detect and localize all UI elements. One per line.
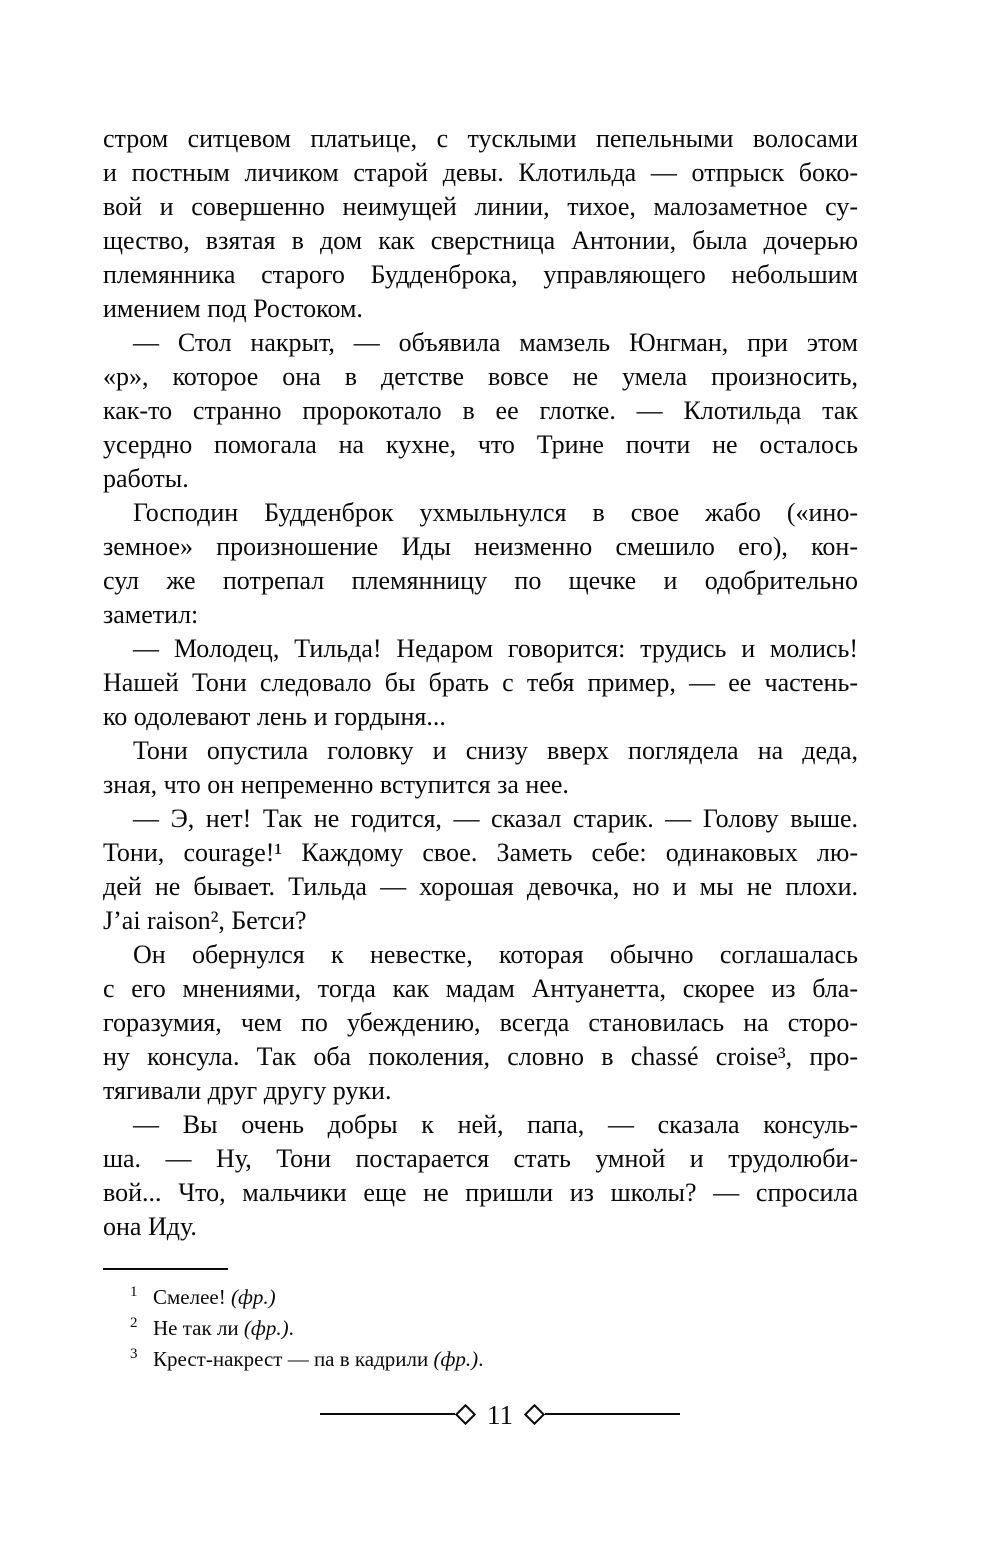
text-line: она Иду.: [103, 1212, 197, 1241]
footnote: [103, 1282, 858, 1313]
paragraph: [103, 802, 858, 938]
text-line: с его мнениями, тогда как мадам Антуанетта, скорее из бла-: [103, 974, 858, 1003]
text-line: сул же потрепал племянницу по щечке и одобрительно: [103, 566, 858, 595]
footnote-language-label: (фр.): [243, 1316, 289, 1340]
text-line: — Молодец, Тильда! Недаром говорится: трудись и молись!: [133, 634, 858, 663]
text-line: вой и совершенно неимущей линии, тихое, малозаметное су-: [103, 192, 858, 221]
text-line: заметил:: [103, 600, 199, 629]
footnote-text-end: .: [478, 1347, 484, 1371]
paragraph: [103, 1108, 858, 1244]
footnotes-section: [103, 1268, 858, 1375]
paragraph: [103, 496, 858, 632]
text-line: усердно помогала на кухне, что Трине почти не осталось: [103, 430, 858, 459]
footnote: [103, 1344, 858, 1375]
text-line: ко одолевают лень и гордыня...: [103, 702, 446, 731]
text-line: — Стол накрыт, — объявила мамзель Юнгман, при этом: [133, 328, 858, 357]
text-line: и постным личиком старой девы. Клотильда — отпрыск боко-: [103, 158, 858, 187]
footnote-marker: 2: [130, 1315, 138, 1331]
text-line: дей не бывает. Тильда — хорошая девочка, но и мы не плохи.: [103, 872, 858, 901]
footer-left-rule: [320, 1413, 455, 1415]
page-number: 11: [487, 1399, 513, 1430]
text-line: как-то странно пророкотало в ее глотке. — Клотильда так: [103, 396, 858, 425]
body-text: [103, 122, 858, 1244]
text-line: ну консула. Так оба поколения, словно в chassé croise³, про-: [103, 1042, 858, 1071]
footnote-text: Смелее!: [153, 1285, 231, 1309]
footnote-marker: 1: [130, 1284, 138, 1300]
text-line: «р», которое она в детстве вовсе не умела произносить,: [103, 362, 858, 391]
text-line: вой... Что, мальчики еще не пришли из школы? — спросила: [103, 1178, 858, 1207]
footnote-list: [103, 1282, 858, 1375]
text-line: — Э, нет! Так не годится, — сказал старик. — Голову выше.: [133, 804, 858, 833]
paragraph: [103, 326, 858, 496]
text-line: ша. — Ну, Тони постарается стать умной и трудолюби-: [103, 1144, 858, 1173]
text-line: горазумия, чем по убеждению, всегда становилась на сторо-: [103, 1008, 858, 1037]
text-line: имением под Ростоком.: [103, 294, 363, 323]
text-line: Тони, courage!¹ Каждому свое. Заметь себе: одинаковых лю-: [103, 838, 858, 867]
footnote-text-end: .: [288, 1316, 294, 1340]
footer-right-rule: [545, 1413, 680, 1415]
text-line: J’ai raison², Бетси?: [103, 906, 307, 935]
text-line: Господин Будденброк ухмыльнулся в свое жабо («ино-: [133, 498, 858, 527]
paragraph: [103, 122, 858, 326]
footnote-language-label: (фр.): [230, 1285, 276, 1309]
paragraph: [103, 734, 858, 802]
text-line: племянника старого Будденброка, управляющего небольшим: [103, 260, 858, 289]
text-line: Тони опустила головку и снизу вверх поглядела на деда,: [133, 736, 858, 765]
text-line: Он обернулся к невестке, которая обычно соглашалась: [133, 940, 858, 969]
footnote: [103, 1313, 858, 1344]
footnote-text: Не так ли: [153, 1316, 244, 1340]
text-line: работы.: [103, 464, 189, 493]
footnote-text: Крест-накрест — па в кадрили: [153, 1347, 434, 1371]
text-line: Нашей Тони следовало бы брать с тебя пример, — ее частень-: [103, 668, 858, 697]
text-line: тягивали друг другу руки.: [103, 1076, 392, 1105]
footnote-separator-rule: [103, 1268, 228, 1270]
diamond-icon: [455, 1403, 476, 1424]
paragraph: [103, 938, 858, 1108]
page-footer: [0, 1398, 1000, 1430]
text-line: стром ситцевом платьице, с тусклыми пепельными волосами: [103, 124, 858, 153]
footnote-marker: 3: [130, 1346, 138, 1362]
text-line: щество, взятая в дом как сверстница Антонии, была дочерью: [103, 226, 858, 255]
paragraph: [103, 632, 858, 734]
text-line: зная, что он непременно вступится за нее.: [103, 770, 569, 799]
diamond-icon: [524, 1403, 545, 1424]
text-line: — Вы очень добры к ней, папа, — сказала консуль-: [133, 1110, 858, 1139]
text-line: земное» произношение Иды неизменно смешило его), кон-: [103, 532, 858, 561]
footnote-language-label: (фр.): [433, 1347, 479, 1371]
